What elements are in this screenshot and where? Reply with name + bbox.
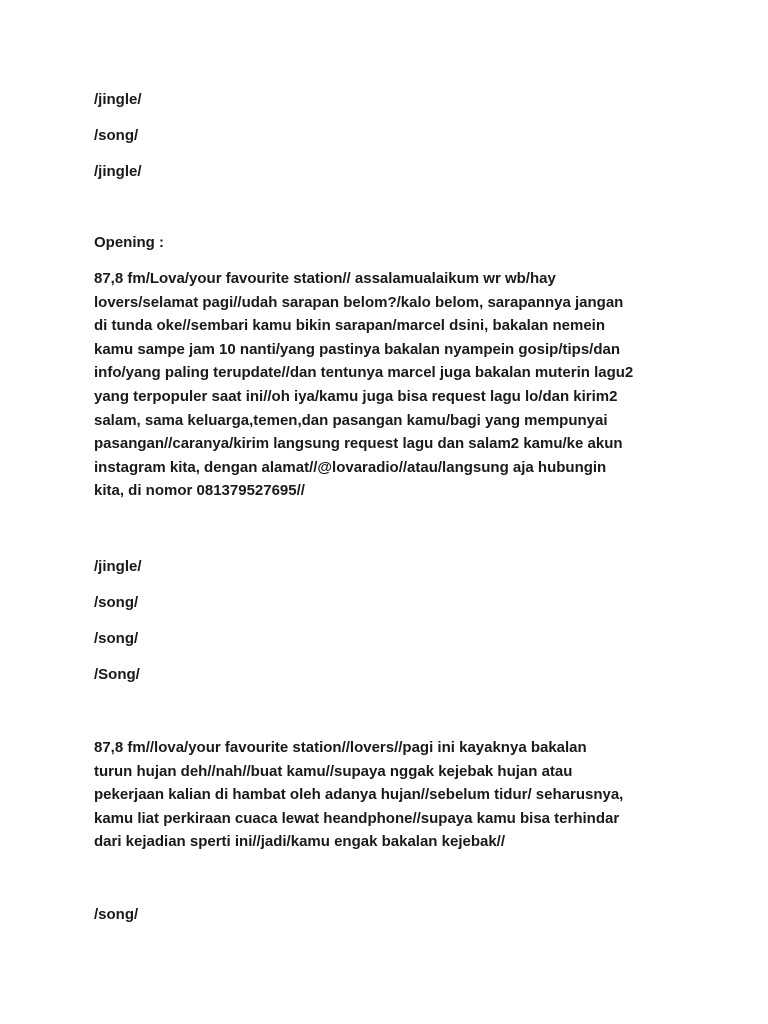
- cue-song: /song/: [94, 906, 139, 923]
- paragraph-line: instagram kita, dengan alamat//@lovaradio//atau/langsung aja hubungin: [94, 458, 607, 476]
- cue-song: /song/: [94, 127, 139, 144]
- cue-song: /song/: [94, 630, 139, 647]
- paragraph-line: kita, di nomor 081379527695//: [94, 482, 305, 500]
- segment-paragraph: [94, 736, 674, 854]
- paragraph-line: turun hujan deh//nah//buat kamu//supaya nggak kejebak hujan atau: [94, 762, 573, 780]
- paragraph-line: dari kejadian sperti ini//jadi/kamu engak bakalan kejebak//: [94, 833, 506, 851]
- paragraph-line: info/yang paling terupdate//dan tentunya marcel juga bakalan muterin lagu2: [94, 364, 634, 382]
- opening-paragraph: [94, 267, 674, 503]
- cue-jingle: /jingle/: [94, 163, 142, 180]
- paragraph-line: kamu sampe jam 10 nanti/yang pastinya bakalan nyampein gosip/tips/dan: [94, 340, 620, 358]
- paragraph-line: 87,8 fm/Lova/your favourite station// assalamualaikum wr wb/hay: [94, 270, 556, 287]
- paragraph-line: pasangan//caranya/kirim langsung request lagu dan salam2 kamu/ke akun: [94, 435, 623, 453]
- cue-song: /Song/: [94, 666, 140, 683]
- cue-jingle: /jingle/: [94, 558, 142, 575]
- paragraph-line: salam, sama keluarga,temen,dan pasangan kamu/bagi yang mempunyai: [94, 411, 608, 429]
- paragraph-line: yang terpopuler saat ini//oh iya/kamu juga bisa request lagu lo/dan kirim2: [94, 387, 618, 405]
- paragraph-line: kamu liat perkiraan cuaca lewat heandphone//supaya kamu bisa terhindar: [94, 809, 620, 827]
- cue-song: /song/: [94, 594, 139, 611]
- paragraph-line: 87,8 fm//lova/your favourite station//lovers//pagi ini kayaknya bakalan: [94, 739, 587, 756]
- paragraph-line: pekerjaan kalian di hambat oleh adanya hujan//sebelum tidur/ seharusnya,: [94, 786, 624, 804]
- paragraph-line: di tunda oke//sembari kamu bikin sarapan/marcel dsini, bakalan nemein: [94, 317, 606, 335]
- cue-jingle: /jingle/: [94, 91, 142, 108]
- paragraph-line: lovers/selamat pagi//udah sarapan belom?/kalo belom, sarapannya jangan: [94, 293, 624, 311]
- opening-label: Opening :: [94, 234, 164, 251]
